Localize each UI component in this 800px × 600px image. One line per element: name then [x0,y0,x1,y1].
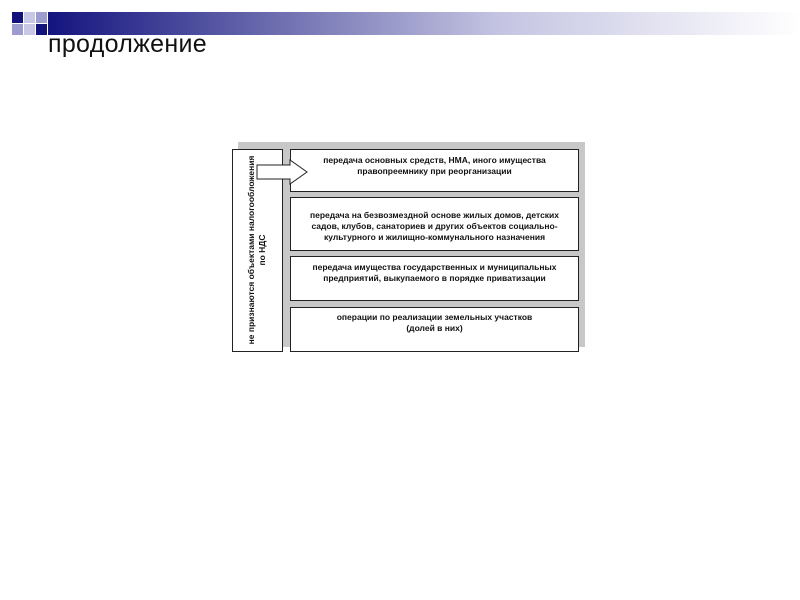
header-square-mid [36,12,47,23]
diagram-item-text: передача имущества государственных и муниципальных предприятий, выкупаемого в порядке приватизации [312,262,557,283]
header-square-dark [36,24,47,35]
slide-title: продолжение [48,30,207,58]
diagram-item-text: передача основных средств, НМА, иного имущества правопреемнику при реорганизации [323,155,546,176]
category-label: не признаются объектами налогообложения по НДС [246,155,267,345]
diagram-item-text: операции по реализации земельных участков (долей в них) [336,312,533,333]
header-square-dark [12,12,23,23]
diagram-item-box [290,256,579,301]
header-square-light [24,24,35,35]
diagram-item-box [290,197,579,251]
diagram-item-box [290,149,579,192]
header-square-light [24,12,35,23]
right-arrow-icon [256,159,312,185]
diagram-item-box [290,307,579,352]
header-square-mid [12,24,23,35]
diagram-item-text: передача на безвозмездной основе жилых домов, детских садов, клубов, санаториев и других объектов социально-культурного и жилищно-коммунального назначения [309,210,560,242]
